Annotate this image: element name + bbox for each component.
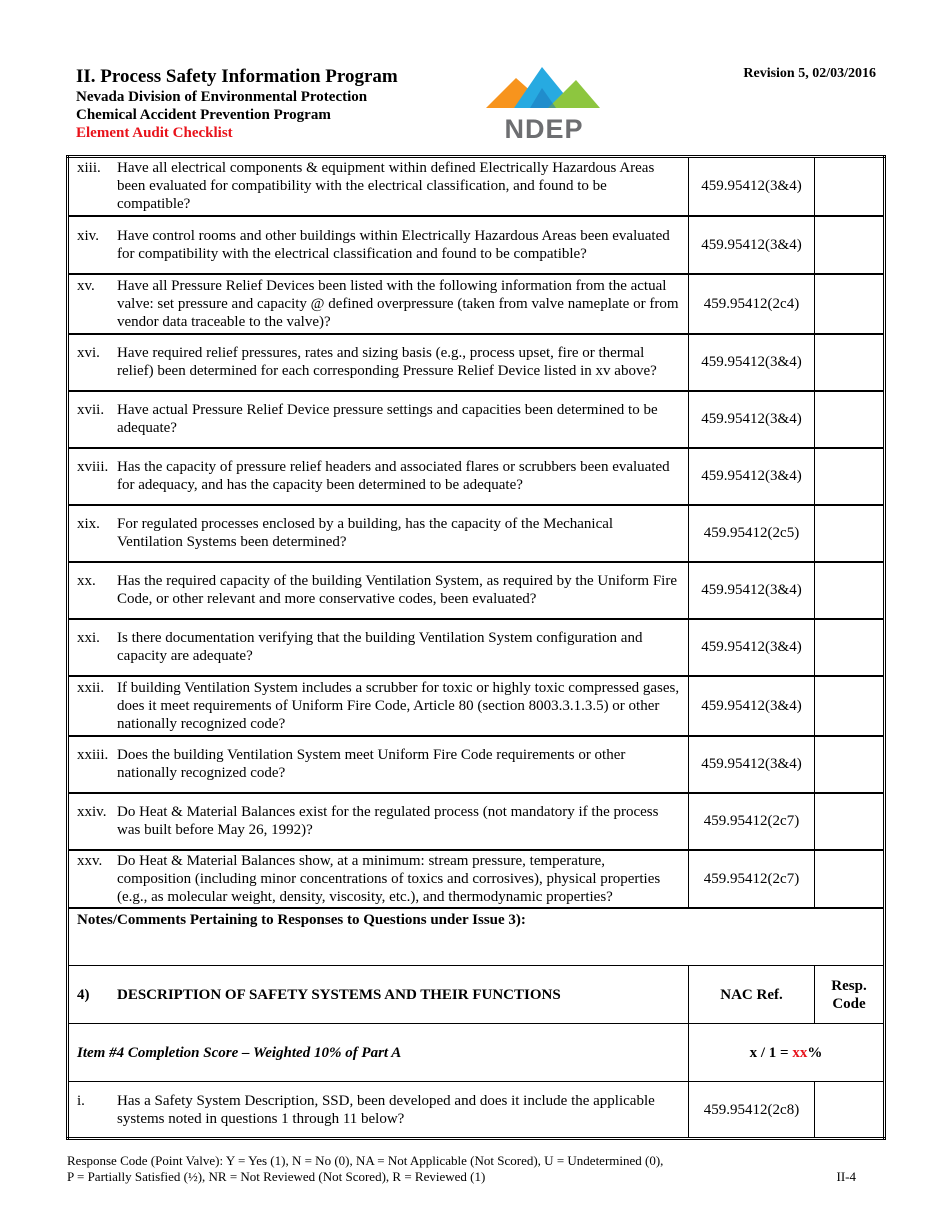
question-number: xxiii. <box>77 747 109 763</box>
response-code-cell[interactable] <box>815 736 885 793</box>
question-text: If building Ventilation System includes a scrubber for toxic or highly toxic compressed gases, does it meet requirements of Uniform Fire Code, Article 80 (section 8003.3.1.3.5) or other nationally recognized code? <box>117 679 680 732</box>
question-number: xxv. <box>77 852 103 869</box>
nac-reference: 459.95412(3&4) <box>689 448 815 505</box>
nac-reference: 459.95412(3&4) <box>689 157 815 216</box>
page-title: II. Process Safety Information Program <box>76 66 398 87</box>
question-row <box>68 448 885 505</box>
response-code-cell[interactable] <box>815 850 885 908</box>
response-code-cell[interactable] <box>815 505 885 562</box>
nac-ref-header: NAC Ref. <box>689 966 815 1024</box>
nac-reference: 459.95412(2c5) <box>689 505 815 562</box>
question-number: xix. <box>77 516 100 532</box>
nac-reference: 459.95412(2c4) <box>689 274 815 334</box>
resp-header-line2: Code <box>832 995 866 1012</box>
notes-cell[interactable] <box>68 908 885 966</box>
nac-reference: 459.95412(3&4) <box>689 676 815 736</box>
nac-reference: 459.95412(2c7) <box>689 850 815 908</box>
question-row <box>68 1082 885 1139</box>
question-number: xv. <box>77 277 95 294</box>
header-titles <box>76 66 398 142</box>
question-cell <box>68 562 689 619</box>
resp-code-header <box>815 966 885 1024</box>
question-cell <box>68 448 689 505</box>
score-value-cell <box>689 1024 885 1082</box>
question-number: xxii. <box>77 679 105 696</box>
question-number: xvi. <box>77 345 100 361</box>
score-prefix: x / 1 = <box>749 1044 793 1061</box>
question-number: xvii. <box>77 402 105 418</box>
question-row <box>68 850 885 908</box>
nac-reference: 459.95412(2c7) <box>689 793 815 850</box>
checklist-name: Element Audit Checklist <box>76 125 233 141</box>
question-text: Has the capacity of pressure relief headers and associated flares or scrubbers been evaluated for adequacy, and has the capacity been determined to be adequate? <box>117 459 670 493</box>
question-text: Do Heat & Material Balances exist for the regulated process (not mandatory if the process was built before May 26, 1992)? <box>117 804 659 838</box>
nac-reference: 459.95412(3&4) <box>689 216 815 274</box>
question-row <box>68 391 885 448</box>
legend-line-1: Response Code (Point Valve): Y = Yes (1), N = No (0), NA = Not Applicable (Not Scored), U = Undetermined (0), <box>67 1153 664 1168</box>
response-code-cell[interactable] <box>815 676 885 736</box>
question-row <box>68 334 885 391</box>
question-cell <box>68 505 689 562</box>
question-cell <box>68 391 689 448</box>
response-code-cell[interactable] <box>815 562 885 619</box>
question-number: xxi. <box>77 630 100 646</box>
response-code-cell[interactable] <box>815 793 885 850</box>
section-4-body <box>68 908 885 1082</box>
question-row <box>68 274 885 334</box>
question-cell <box>68 676 689 736</box>
question-number: xx. <box>77 573 96 589</box>
question-number: i. <box>77 1092 85 1109</box>
nac-reference: 459.95412(3&4) <box>689 736 815 793</box>
question-text: Have control rooms and other buildings within Electrically Hazardous Areas been evaluated for compatibility with the electrical classification and found to be compatible? <box>117 227 670 262</box>
response-code-cell[interactable] <box>815 391 885 448</box>
score-row <box>68 1024 885 1082</box>
response-code-cell[interactable] <box>815 448 885 505</box>
question-number: xviii. <box>77 459 109 475</box>
agency-name: Nevada Division of Environmental Protection <box>76 89 368 105</box>
question-cell <box>68 850 689 908</box>
score-value: xx <box>792 1044 808 1061</box>
logo-text: NDEP <box>504 114 584 144</box>
question-row <box>68 619 885 676</box>
revision-label: Revision 5, 02/03/2016 <box>743 66 876 81</box>
question-cell <box>68 793 689 850</box>
nac-reference: 459.95412(3&4) <box>689 619 815 676</box>
question-number: xiv. <box>77 227 99 244</box>
question-row <box>68 736 885 793</box>
score-label: Item #4 Completion Score – Weighted 10% of Part A <box>68 1024 689 1082</box>
question-number: xxiv. <box>77 804 107 820</box>
section-number: 4) <box>77 986 90 1003</box>
question-text: Have actual Pressure Relief Device pressure settings and capacities been determined to be adequate? <box>117 402 658 436</box>
question-cell <box>68 736 689 793</box>
response-code-cell[interactable] <box>815 334 885 391</box>
nac-reference: 459.95412(3&4) <box>689 334 815 391</box>
question-cell <box>68 274 689 334</box>
legend-line-2: P = Partially Satisfied (½), NR = Not Reviewed (Not Scored), R = Reviewed (1) <box>67 1169 486 1184</box>
question-text: For regulated processes enclosed by a building, has the capacity of the Mechanical Ventilation Systems been determined? <box>117 516 614 550</box>
notes-label: Notes/Comments Pertaining to Responses to Questions under Issue 3): <box>77 911 526 928</box>
question-text: Does the building Ventilation System meet Uniform Fire Code requirements or other nationally recognized code? <box>117 747 626 781</box>
section-4-questions-body <box>68 1082 885 1139</box>
question-cell <box>68 157 689 216</box>
question-text: Has the required capacity of the building Ventilation System, as required by the Uniform Fire Code, or other relevant and more conservative codes, been evaluated? <box>117 573 678 607</box>
nac-reference: 459.95412(3&4) <box>689 562 815 619</box>
question-cell <box>68 1082 689 1139</box>
question-text: Do Heat & Material Balances show, at a minimum: stream pressure, temperature, composition (including minor concentrations of toxics and corrosives), physical properties (e.g., as molecular weight, density, viscosity, etc.), and thermodynamic properties? <box>117 852 661 905</box>
question-text: Have all Pressure Relief Devices been listed with the following information from the actual valve: set pressure and capacity @ defined overpressure (taken from valve nameplate or from vendor data traceable to the valve)? <box>117 277 679 330</box>
question-text: Is there documentation verifying that the building Ventilation System configuration and capacity are adequate? <box>117 630 643 664</box>
program-name: Chemical Accident Prevention Program <box>76 107 331 123</box>
question-row <box>68 676 885 736</box>
mountain-logo-icon <box>484 64 604 116</box>
nac-reference: 459.95412(3&4) <box>689 391 815 448</box>
response-code-cell[interactable] <box>815 157 885 216</box>
response-code-legend <box>67 1153 867 1185</box>
score-suffix: % <box>807 1044 823 1061</box>
response-code-cell[interactable] <box>815 619 885 676</box>
questions-body <box>68 157 885 908</box>
question-cell <box>68 334 689 391</box>
question-text: Have required relief pressures, rates and sizing basis (e.g., process upset, fire or thermal relief) been determined for each corresponding Pressure Relief Device listed in xv above? <box>117 345 657 379</box>
section-header-row <box>68 966 885 1024</box>
nac-reference: 459.95412(2c8) <box>689 1082 815 1139</box>
checklist-table <box>66 155 886 1140</box>
question-cell <box>68 216 689 274</box>
page-number: II-4 <box>836 1169 856 1184</box>
question-text: Have all electrical components & equipment within defined Electrically Hazardous Areas been evaluated for compatibility with the electrical classification, and found to be compatible? <box>117 160 655 213</box>
question-number: xiii. <box>77 160 101 177</box>
notes-row <box>68 908 885 966</box>
question-row <box>68 562 885 619</box>
question-text: Has a Safety System Description, SSD, been developed and does it include the applicable systems noted in questions 1 through 11 below? <box>117 1092 655 1127</box>
question-row <box>68 216 885 274</box>
question-row <box>68 793 885 850</box>
question-row <box>68 505 885 562</box>
ndep-logo <box>484 64 604 144</box>
response-code-cell[interactable] <box>815 274 885 334</box>
resp-header-line1: Resp. <box>831 977 867 994</box>
response-code-cell[interactable] <box>815 1082 885 1139</box>
response-code-cell[interactable] <box>815 216 885 274</box>
question-cell <box>68 619 689 676</box>
page-header <box>0 0 950 156</box>
question-row <box>68 157 885 216</box>
section-title: DESCRIPTION OF SAFETY SYSTEMS AND THEIR FUNCTIONS <box>117 986 561 1003</box>
section-title-cell <box>68 966 689 1024</box>
